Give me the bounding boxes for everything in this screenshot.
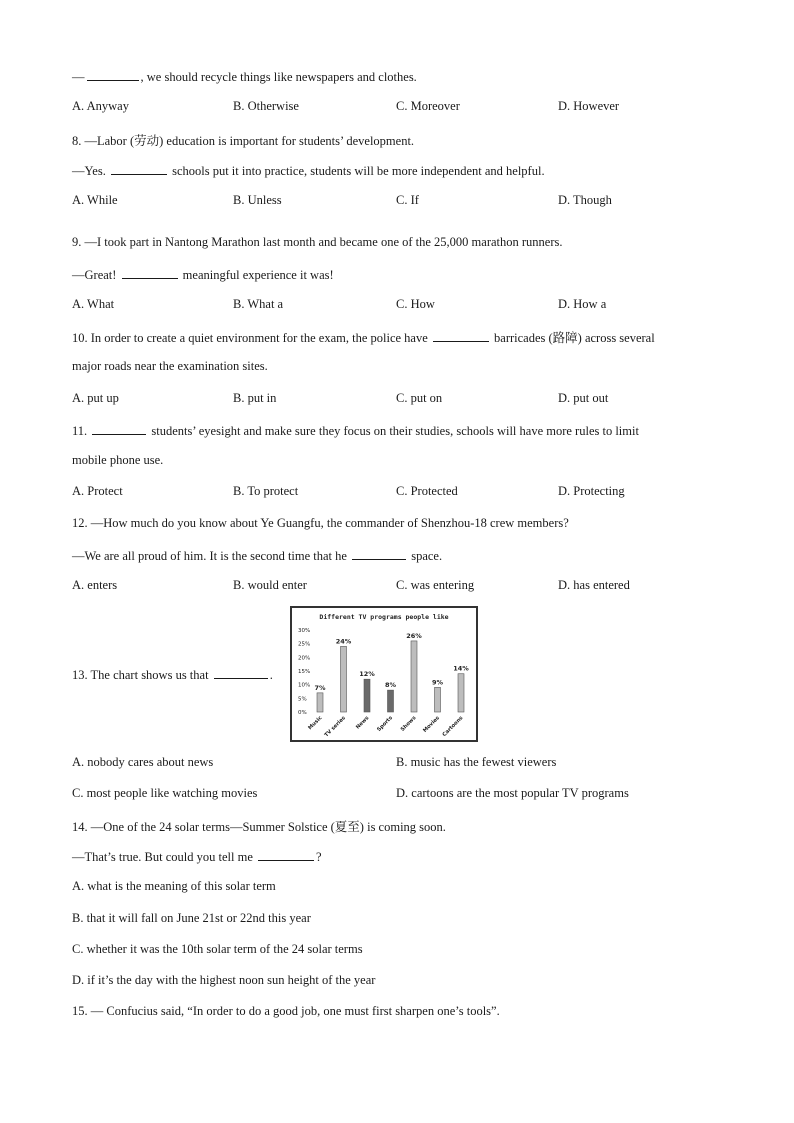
q7-option-c: C. Moreover — [396, 99, 460, 113]
data-label: 7% — [314, 683, 326, 692]
q9-option-a: A. What — [72, 297, 115, 311]
y-tick-label: 0% — [298, 710, 307, 716]
answer-blank — [352, 547, 406, 560]
q14-stem: 14. —One of the 24 solar terms—Summer Solstice (夏至) is coming soon. — [72, 820, 446, 834]
answer-blank — [122, 266, 178, 279]
y-tick-label: 5% — [298, 696, 307, 703]
q14-option-a: A. what is the meaning of this solar term — [72, 879, 276, 893]
y-tick-label: 25% — [298, 641, 311, 648]
q11-option-a: A. Protect — [72, 484, 123, 498]
q12-option-d: D. has entered — [558, 578, 630, 592]
bar-news — [364, 679, 370, 712]
q9-option-c: C. How — [396, 297, 435, 311]
q14-option-d: D. if it’s the day with the highest noon sun height of the year — [72, 973, 376, 987]
q7-option-b: B. Otherwise — [233, 99, 299, 113]
answer-blank — [433, 329, 489, 342]
q12-option-b: B. would enter — [233, 578, 307, 592]
data-label: 14% — [453, 664, 469, 673]
q10-stem: 10. In order to create a quiet environment for the exam, the police have barricades (路障) across several — [72, 331, 655, 345]
q12-option-c: C. was entering — [396, 578, 475, 592]
q13-option-a: A. nobody cares about news — [72, 755, 214, 769]
q10-option-a: A. put up — [72, 391, 119, 405]
q9-option-d: D. How a — [558, 297, 607, 311]
q10-option-c: C. put on — [396, 391, 443, 405]
q15-stem: 15. — Confucius said, “In order to do a good job, one must first sharpen one’s tools”. — [72, 1004, 500, 1018]
y-tick-label: 15% — [298, 669, 311, 675]
q14-stem-line2: —That’s true. But could you tell me ? — [72, 850, 322, 864]
x-tick-label: News — [355, 715, 371, 731]
data-label: 12% — [359, 670, 375, 679]
x-tick-label: Cartoons — [441, 715, 465, 738]
y-tick-label: 10% — [298, 682, 311, 689]
data-label: 26% — [406, 631, 422, 640]
bar-music — [317, 693, 323, 712]
tv-programs-chart — [290, 606, 478, 742]
bar-cartoons — [458, 674, 464, 712]
q14-option-b: B. that it will fall on June 21st or 22nd this year — [72, 911, 311, 925]
q10-stem-line2: major roads near the examination sites. — [72, 359, 268, 373]
answer-blank — [92, 422, 146, 435]
q8-stem-line2: —Yes. schools put it into practice, students will be more independent and helpful. — [72, 164, 545, 178]
q12-stem-line2: —We are all proud of him. It is the second time that he space. — [72, 549, 443, 563]
x-tick-label: Shows — [399, 715, 418, 733]
answer-blank — [87, 68, 139, 81]
q7-option-d: D. However — [558, 99, 620, 113]
q10-option-d: D. put out — [558, 391, 609, 405]
data-label: 8% — [384, 681, 397, 690]
q8-option-b: B. Unless — [233, 193, 282, 207]
bar-tv-series — [341, 646, 347, 712]
q11-stem-line2: mobile phone use. — [72, 453, 164, 467]
q13-option-d: D. cartoons are the most popular TV programs — [396, 786, 629, 800]
bar-chart — [292, 608, 476, 740]
data-label: 24% — [335, 637, 352, 646]
answer-blank — [111, 162, 167, 175]
data-label: 9% — [431, 678, 444, 687]
q7-option-a: A. Anyway — [72, 99, 129, 113]
chart-title: Different TV programs people like — [319, 613, 449, 621]
q14-option-c: C. whether it was the 10th solar term of the 24 solar terms — [72, 942, 363, 956]
x-tick-label: Sports — [376, 715, 394, 733]
q9-stem-line2: —Great! meaningful experience it was! — [72, 268, 334, 282]
x-tick-label: TV series — [323, 715, 347, 739]
x-tick-label: Music — [307, 715, 324, 732]
bar-movies — [435, 687, 441, 712]
q12-option-a: A. enters — [72, 578, 118, 592]
q8-option-a: A. While — [72, 193, 118, 207]
y-tick-label: 30% — [298, 628, 311, 634]
q8-option-d: D. Though — [558, 193, 612, 207]
answer-blank — [258, 848, 314, 861]
q12-stem: 12. —How much do you know about Ye Guangfu, the commander of Shenzhou-18 crew members? — [72, 516, 569, 530]
q11-option-d: D. Protecting — [558, 484, 625, 498]
q8-option-c: C. If — [396, 193, 419, 207]
x-tick-label: Movies — [422, 715, 441, 734]
y-tick-label: 20% — [298, 655, 311, 662]
q13-option-b: B. music has the fewest viewers — [396, 755, 557, 769]
q11-option-b: B. To protect — [233, 484, 299, 498]
q7-stem: — , we should recycle things like newspapers and clothes. — [72, 70, 417, 84]
bar-sports — [388, 690, 394, 712]
q8-stem: 8. —Labor (劳动) education is important for students’ development. — [72, 134, 415, 148]
q9-option-b: B. What a — [233, 297, 284, 311]
bar-shows — [411, 641, 417, 712]
answer-blank — [214, 666, 268, 679]
q9-stem: 9. —I took part in Nantong Marathon last month and became one of the 25,000 marathon runners. — [72, 235, 563, 249]
q11-option-c: C. Protected — [396, 484, 458, 498]
q10-option-b: B. put in — [233, 391, 277, 405]
q11-stem: 11. students’ eyesight and make sure they focus on their studies, schools will have more rules to limit — [72, 424, 639, 438]
q13-option-c: C. most people like watching movies — [72, 786, 258, 800]
q13-stem: 13. The chart shows us that . — [72, 668, 273, 682]
